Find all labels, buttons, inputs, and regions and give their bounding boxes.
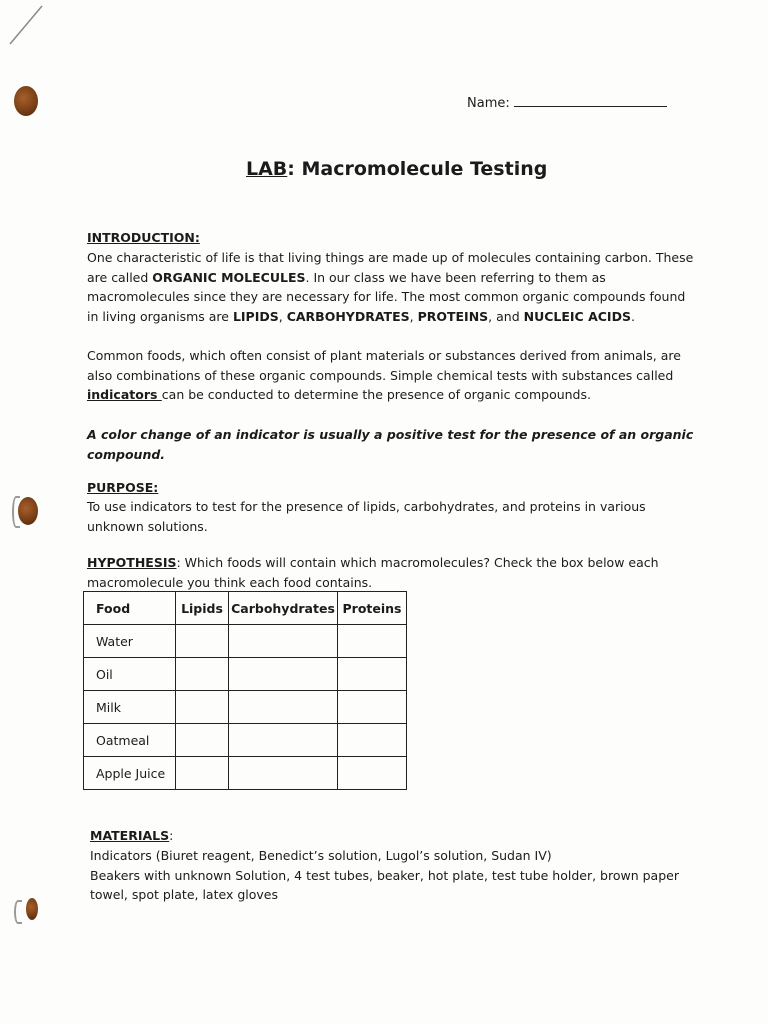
column-header-lipids: Lipids (176, 592, 229, 625)
food-cell: Apple Juice (84, 757, 176, 790)
checkbox-cell-lipids[interactable] (176, 658, 229, 691)
checkbox-cell-lipids[interactable] (176, 724, 229, 757)
table-row (84, 757, 407, 790)
column-header-carbohydrates: Carbohydrates (229, 592, 338, 625)
food-cell: Oatmeal (84, 724, 176, 757)
punch-hole-top (14, 86, 38, 116)
indicators-term: indicators (87, 387, 162, 402)
page-title (246, 158, 547, 180)
name-field[interactable] (467, 94, 667, 111)
food-cell: Milk (84, 691, 176, 724)
materials-list (90, 846, 700, 905)
column-header-food: Food (84, 592, 176, 625)
checkbox-cell-lipids[interactable] (176, 691, 229, 724)
hypothesis-heading: HYPOTHESIS (87, 555, 177, 570)
checkbox-cell-proteins[interactable] (338, 691, 407, 724)
checkbox-cell-proteins[interactable] (338, 658, 407, 691)
title-lab: LAB (246, 158, 288, 180)
pencil-mark (6, 4, 56, 48)
table-row (84, 724, 407, 757)
checkbox-cell-carbohydrates[interactable] (229, 724, 338, 757)
checkbox-cell-lipids[interactable] (176, 625, 229, 658)
column-header-proteins: Proteins (338, 592, 407, 625)
introduction-heading: INTRODUCTION: (87, 230, 200, 245)
name-label: Name: (467, 96, 510, 111)
title-rest: : Macromolecule Testing (287, 158, 548, 180)
table-header-row (84, 592, 407, 625)
materials-heading: MATERIALS: (90, 828, 174, 843)
hypothesis-paragraph: HYPOTHESIS: Which foods will contain which macromolecules? Check the box below each macromolecule you think each food contains. (87, 555, 659, 590)
punch-hole-rim-bottom (14, 900, 22, 924)
checkbox-cell-carbohydrates[interactable] (229, 757, 338, 790)
checkbox-cell-proteins[interactable] (338, 724, 407, 757)
table-row (84, 691, 407, 724)
table-row (84, 625, 407, 658)
name-blank-line[interactable] (514, 94, 667, 107)
checkbox-cell-carbohydrates[interactable] (229, 658, 338, 691)
punch-hole-middle (18, 497, 38, 525)
table-row (84, 658, 407, 691)
introduction-paragraph-1: One characteristic of life is that living things are made up of molecules containing carbon. These are called ORGANIC MOLECULES. In our class we have been referring to them as macromolecules since they are necessary for life. The most common organic compounds found in living organisms are LIPIDS, CARBOHYDRATES, PROTEINS, and NUCLEIC ACIDS. (87, 250, 694, 324)
food-cell: Water (84, 625, 176, 658)
introduction-paragraph-2: Common foods, which often consist of plant materials or substances derived from animals, are also combinations of these organic compounds. Simple chemical tests with substances called indicators can be conducted to determine the presence of organic compounds. (87, 348, 681, 402)
checkbox-cell-lipids[interactable] (176, 757, 229, 790)
purpose-text: To use indicators to test for the presence of lipids, carbohydrates, and proteins in various unknown solutions. (87, 499, 646, 534)
punch-hole-bottom (26, 898, 38, 920)
color-change-note: A color change of an indicator is usually a positive test for the presence of an organic compound. (87, 427, 694, 462)
purpose-heading: PURPOSE: (87, 480, 159, 495)
materials-indicators: Indicators (Biuret reagent, Benedict’s solution, Lugol’s solution, Sudan IV) (90, 848, 552, 863)
checkbox-cell-carbohydrates[interactable] (229, 625, 338, 658)
materials-equipment: Beakers with unknown Solution, 4 test tubes, beaker, hot plate, test tube holder, brown paper towel, spot plate, latex gloves (90, 867, 679, 902)
food-cell: Oil (84, 658, 176, 691)
checkbox-cell-carbohydrates[interactable] (229, 691, 338, 724)
checkbox-cell-proteins[interactable] (338, 757, 407, 790)
checkbox-cell-proteins[interactable] (338, 625, 407, 658)
hypothesis-table (83, 591, 407, 790)
